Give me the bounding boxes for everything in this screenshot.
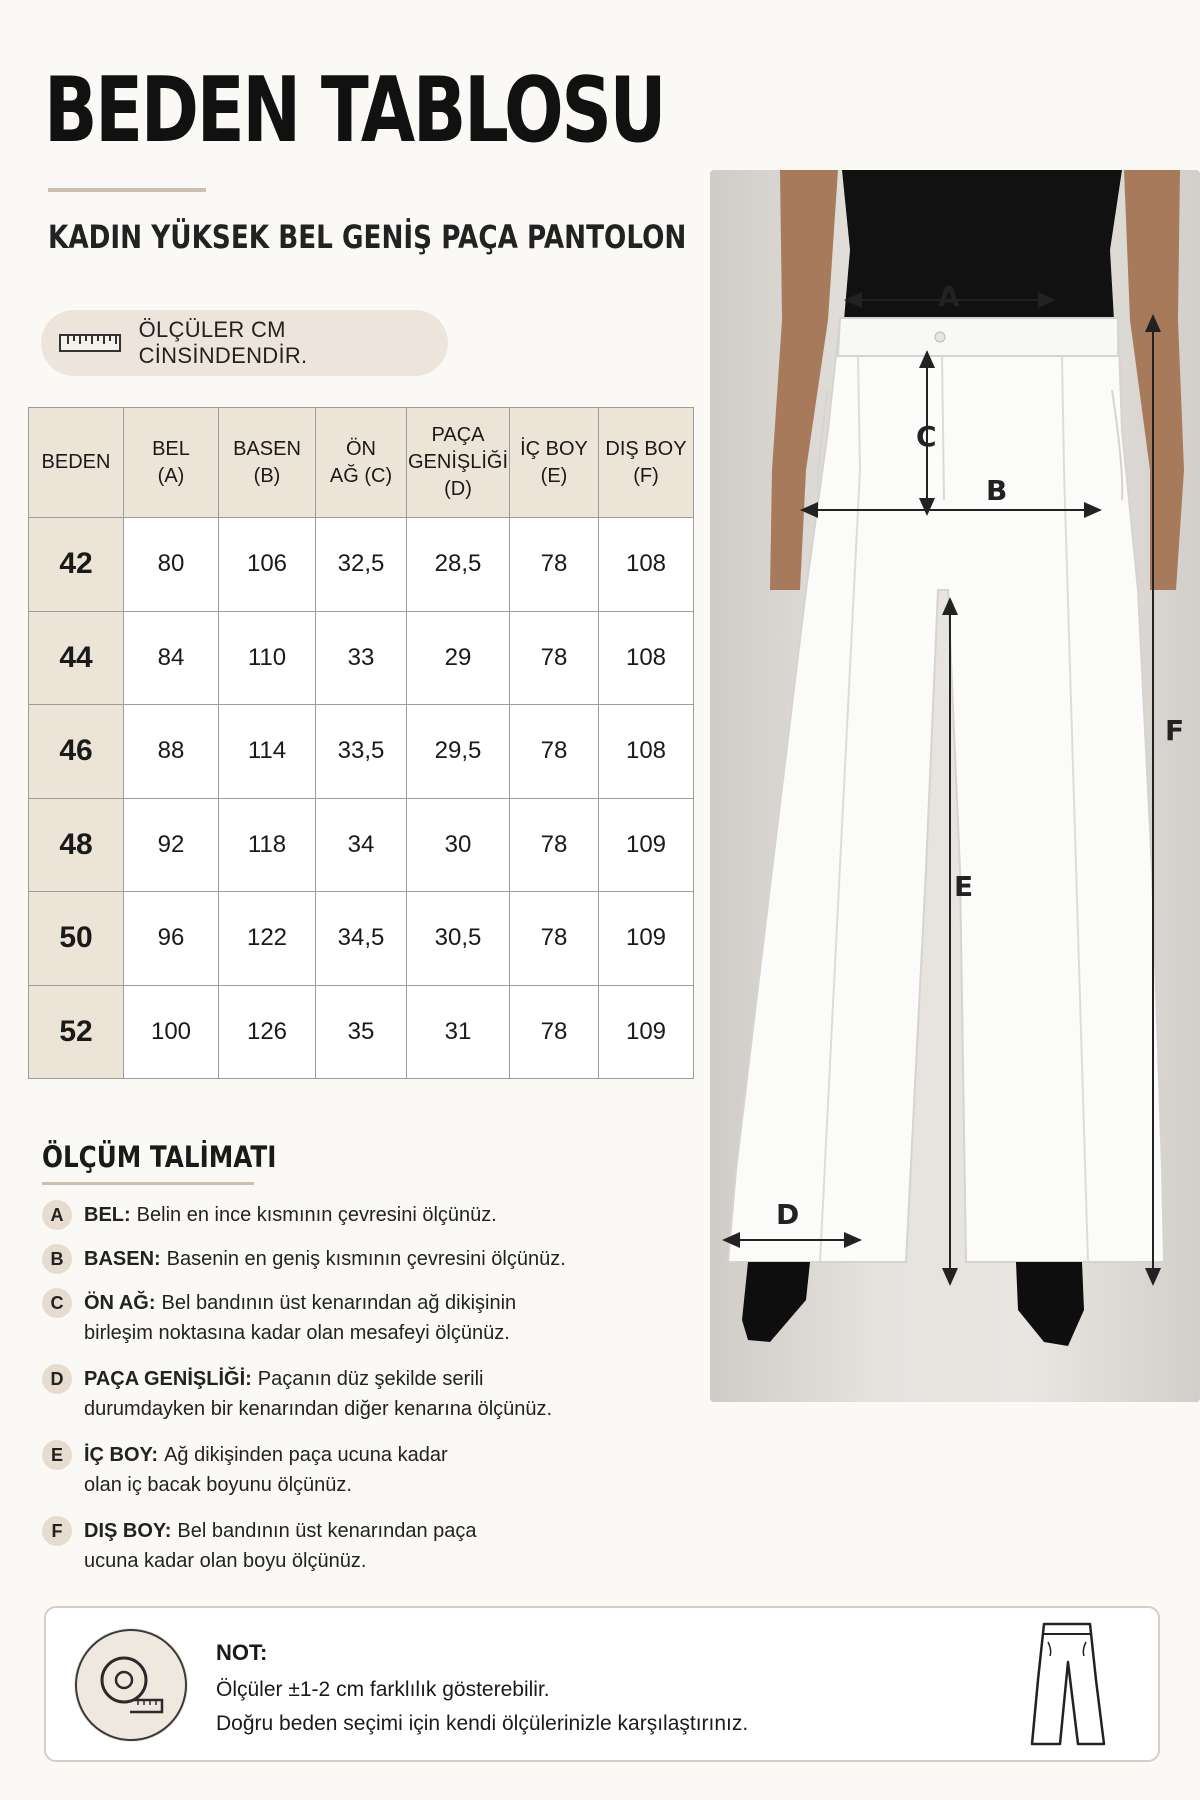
letter-badge: D (42, 1364, 72, 1394)
label-a: A (938, 280, 960, 313)
dis-boy-cell: 108 (599, 611, 694, 705)
ic-boy-cell: 78 (510, 798, 599, 892)
dis-boy-cell: 109 (599, 892, 694, 986)
on-ag-cell: 35 (316, 985, 407, 1079)
instructions-list (42, 1200, 642, 1576)
instruction-item (42, 1200, 642, 1230)
on-ag-cell: 34,5 (316, 892, 407, 986)
instruction-text: Paçanın düz şekilde serili durumdayken bir kenarından diğer kenarına ölçünüz. (84, 1368, 553, 1420)
size-cell: 44 (29, 611, 124, 705)
bel-cell: 84 (124, 611, 219, 705)
bel-cell: 92 (124, 798, 219, 892)
instruction-text: Bel bandının üst kenarından paça ucuna kadar olan boyu ölçünüz. (84, 1520, 477, 1572)
instruction-label: BASEN: (84, 1248, 161, 1270)
paca-cell: 29 (407, 611, 510, 705)
note-title: NOT: (216, 1640, 268, 1665)
ruler-icon (59, 334, 121, 352)
pants-measurement-photo (710, 170, 1200, 1402)
table-row (29, 611, 694, 705)
pants-outline-icon (1006, 1620, 1126, 1750)
basen-cell: 118 (219, 798, 316, 892)
header-dis-boy: DIŞ BOY (F) (599, 408, 694, 518)
instruction-text: Bel bandının üst kenarından ağ dikişinin birleşim noktasına kadar olan mesafeyi ölçünüz. (84, 1292, 517, 1344)
instruction-text: Basenin en geniş kısmının çevresini ölçünüz. (166, 1248, 566, 1270)
size-cell: 50 (29, 892, 124, 986)
header-ic-boy: İÇ BOY (E) (510, 408, 599, 518)
on-ag-cell: 33 (316, 611, 407, 705)
note-line-2: Doğru beden seçimi için kendi ölçülerinizle karşılaştırınız. (216, 1712, 749, 1735)
instructions-title: ÖLÇÜM TALİMATI (42, 1140, 277, 1174)
letter-badge: C (42, 1288, 72, 1318)
dis-boy-cell: 109 (599, 798, 694, 892)
tape-measure-icon (74, 1628, 188, 1742)
header-beden: BEDEN (29, 408, 124, 518)
ic-boy-cell: 78 (510, 611, 599, 705)
table-row (29, 705, 694, 799)
dis-boy-cell: 109 (599, 985, 694, 1079)
label-d: D (776, 1198, 800, 1231)
instruction-label: DIŞ BOY: (84, 1520, 172, 1542)
letter-badge: B (42, 1244, 72, 1274)
dis-boy-cell: 108 (599, 705, 694, 799)
ic-boy-cell: 78 (510, 705, 599, 799)
header-basen: BASEN (B) (219, 408, 316, 518)
letter-badge: F (42, 1516, 72, 1546)
ic-boy-cell: 78 (510, 518, 599, 612)
dis-boy-cell: 108 (599, 518, 694, 612)
ic-boy-cell: 78 (510, 892, 599, 986)
basen-cell: 126 (219, 985, 316, 1079)
note-box (44, 1606, 1160, 1762)
letter-badge: E (42, 1440, 72, 1470)
label-f: F (1165, 714, 1185, 747)
header-bel: BEL (A) (124, 408, 219, 518)
instruction-item (42, 1288, 552, 1348)
note-line-1: Ölçüler ±1-2 cm farklılık gösterebilir. (216, 1678, 550, 1701)
basen-cell: 122 (219, 892, 316, 986)
ic-boy-cell: 78 (510, 985, 599, 1079)
label-c: C (916, 420, 937, 453)
header-paca-genisligi: PAÇA GENİŞLİĞİ (D) (407, 408, 510, 518)
instruction-text: Belin en ince kısmının çevresini ölçünüz. (136, 1204, 497, 1226)
letter-badge: A (42, 1200, 72, 1230)
instruction-item (42, 1364, 602, 1424)
bel-cell: 88 (124, 705, 219, 799)
bel-cell: 96 (124, 892, 219, 986)
label-b: B (986, 474, 1008, 507)
instruction-item (42, 1244, 642, 1274)
table-row (29, 892, 694, 986)
paca-cell: 28,5 (407, 518, 510, 612)
instruction-label: ÖN AĞ: (84, 1292, 156, 1314)
basen-cell: 110 (219, 611, 316, 705)
paca-cell: 31 (407, 985, 510, 1079)
size-cell: 42 (29, 518, 124, 612)
product-subtitle: KADIN YÜKSEK BEL GENİŞ PAÇA PANTOLON (48, 218, 687, 256)
page-title: BEDEN TABLOSU (44, 58, 665, 163)
on-ag-cell: 32,5 (316, 518, 407, 612)
table-row (29, 985, 694, 1079)
table-row (29, 518, 694, 612)
label-e: E (954, 870, 974, 903)
paca-cell: 30,5 (407, 892, 510, 986)
bel-cell: 80 (124, 518, 219, 612)
table-header-row (29, 408, 694, 518)
basen-cell: 106 (219, 518, 316, 612)
instruction-label: BEL: (84, 1204, 131, 1226)
instruction-label: PAÇA GENİŞLİĞİ: (84, 1368, 252, 1390)
instruction-label: İÇ BOY: (84, 1444, 159, 1466)
instructions-underline (42, 1182, 254, 1185)
size-cell: 48 (29, 798, 124, 892)
size-cell: 52 (29, 985, 124, 1079)
unit-note-pill (41, 310, 448, 376)
on-ag-cell: 34 (316, 798, 407, 892)
instruction-text: Ağ dikişinden paça ucuna kadar olan iç bacak boyunu ölçünüz. (84, 1444, 448, 1496)
title-underline (48, 188, 206, 192)
on-ag-cell: 33,5 (316, 705, 407, 799)
instruction-item (42, 1440, 482, 1500)
unit-note-text: ÖLÇÜLER CM CİNSİNDENDİR. (138, 317, 308, 368)
header-on-ag: ÖN AĞ (C) (316, 408, 407, 518)
basen-cell: 114 (219, 705, 316, 799)
size-cell: 46 (29, 705, 124, 799)
instruction-item (42, 1516, 522, 1576)
size-chart-table (28, 407, 694, 1079)
bel-cell: 100 (124, 985, 219, 1079)
paca-cell: 29,5 (407, 705, 510, 799)
table-row (29, 798, 694, 892)
paca-cell: 30 (407, 798, 510, 892)
